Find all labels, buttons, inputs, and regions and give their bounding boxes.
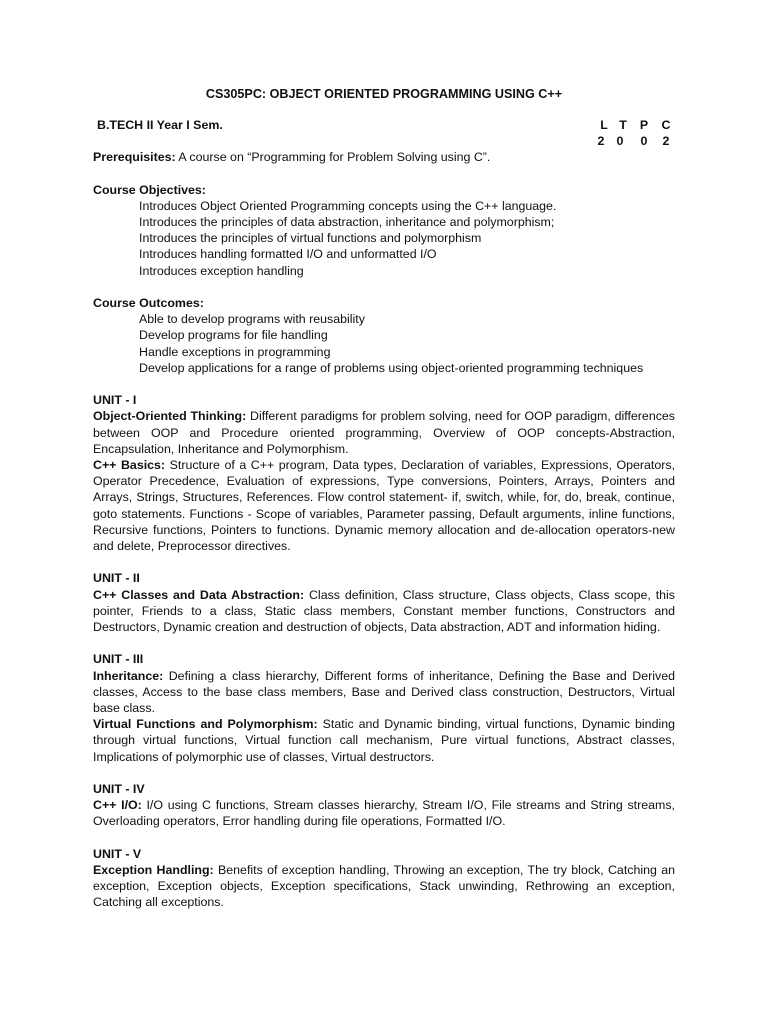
list-item: Introduces the principles of data abstraction, inheritance and polymorphism; xyxy=(139,215,555,229)
topic-label: Inheritance: xyxy=(93,668,164,683)
semester-label: B.TECH II Year I Sem. xyxy=(97,118,223,133)
unit-heading: UNIT - IV xyxy=(93,782,145,797)
objectives-list xyxy=(93,198,675,279)
list-item: Introduces the principles of virtual functions and polymorphism xyxy=(139,231,482,246)
unit-paragraph xyxy=(93,668,675,717)
unit-paragraph xyxy=(93,457,675,554)
topic-text: Class definition, Class structure, Class objects, Class scope, this pointer, Friends to a class, Static class members, Constant member functions, Constructors and Destructors, Dynamic creation and destruction of objects, Data abstraction, ADT and information hiding. xyxy=(93,587,675,635)
topic-label: Exception Handling: xyxy=(93,863,214,878)
unit-heading: UNIT - I xyxy=(93,393,137,408)
prerequisites-label: Prerequisites: xyxy=(93,150,176,165)
list-item: Handle exceptions in programming xyxy=(139,344,331,359)
ltpc-letter: L xyxy=(600,118,608,133)
topic-label: C++ Classes and Data Abstraction: xyxy=(93,587,305,602)
topic-text: Different paradigms for problem solving, need for OOP paradigm, differences between OOP and Procedure oriented programming, Overview of OOP concepts-Abstraction, Encapsulation, Inheritance and Polymorphism. xyxy=(93,409,675,456)
unit-heading: UNIT - II xyxy=(93,571,140,586)
unit-paragraph xyxy=(93,862,675,911)
unit-paragraph xyxy=(93,716,675,765)
prerequisites xyxy=(93,149,675,165)
topic-text: I/O using C functions, Stream classes hierarchy, Stream I/O, File streams and String streams, Overloading operators, Error handling during file operations, Formatted I/O. xyxy=(93,798,675,829)
syllabus-page xyxy=(93,86,675,911)
ltpc-letters-row xyxy=(585,117,675,133)
list-item: Develop programs for file handling xyxy=(139,328,328,343)
ltpc-letter: C xyxy=(661,118,671,133)
outcomes-heading: Course Outcomes: xyxy=(93,296,204,310)
topic-label: Virtual Functions and Polymorphism: xyxy=(93,717,318,732)
ltpc-value: 2 xyxy=(662,134,670,149)
outcomes-list xyxy=(93,311,675,376)
topic-text: Benefits of exception handling, Throwing an exception, The try block, Catching an exception, Exception objects, Exception specifications, Stack unwinding, Rethrowing an exception, Catching all exceptions. xyxy=(93,863,675,910)
topic-label: Object-Oriented Thinking: xyxy=(93,409,247,424)
prerequisites-text: A course on “Programming for Problem Solving using C”. xyxy=(175,150,491,165)
ltpc-value: 0 xyxy=(640,134,648,149)
unit-heading: UNIT - V xyxy=(93,846,142,861)
ltpc-letter: T xyxy=(619,118,627,133)
topic-label: C++ I/O: xyxy=(93,798,142,813)
list-item: Introduces handling formatted I/O and unformatted I/O xyxy=(139,247,437,262)
header-row xyxy=(93,117,675,149)
unit-paragraph xyxy=(93,587,675,636)
list-item: Able to develop programs with reusability xyxy=(139,312,365,327)
course-title: CS305PC: OBJECT ORIENTED PROGRAMMING USING C++ xyxy=(205,87,563,101)
ltpc-values-row xyxy=(585,133,675,149)
unit-paragraph xyxy=(93,408,675,457)
unit-heading: UNIT - III xyxy=(93,652,144,667)
topic-text: Defining a class hierarchy, Different forms of inheritance, Defining the Base and Derived classes, Access to the base class members, Base and Derived class construction, Destructors, Virtual base class. xyxy=(93,668,675,716)
list-item: Introduces Object Oriented Programming concepts using the C++ language. xyxy=(139,198,557,213)
topic-label: C++ Basics: xyxy=(93,458,166,473)
unit-paragraph xyxy=(93,797,675,829)
list-item: Develop applications for a range of problems using object-oriented programming techniques xyxy=(139,360,644,375)
ltpc-letter: P xyxy=(639,118,649,133)
topic-text: Static and Dynamic binding, virtual functions, Dynamic binding through virtual functions, Virtual function call mechanism, Pure virtual functions, Abstract classes, Implications of polymorphic use of classes, Virtual destructors. xyxy=(93,717,676,764)
list-item: Introduces exception handling xyxy=(139,263,304,278)
ltpc-table xyxy=(585,117,675,149)
ltpc-value: 0 xyxy=(616,134,624,149)
ltpc-value: 2 xyxy=(597,134,605,149)
topic-text: Structure of a C++ program, Data types, Declaration of variables, Expressions, Operators, Operator Precedence, Evaluation of expressions, Type conversions, Pointers, Arrays, Pointers and Arrays, Strings, Structures, References. Flow control statement- if, switch, while, for, do, break, continue, goto statements. Functions - Scope of variables, Parameter passing, Default arguments, inline functions, Recursive functions, Pointers to functions. Dynamic memory allocation and de-allocation operators-new and delete, Preprocessor directives. xyxy=(93,458,675,554)
objectives-heading: Course Objectives: xyxy=(93,182,206,197)
